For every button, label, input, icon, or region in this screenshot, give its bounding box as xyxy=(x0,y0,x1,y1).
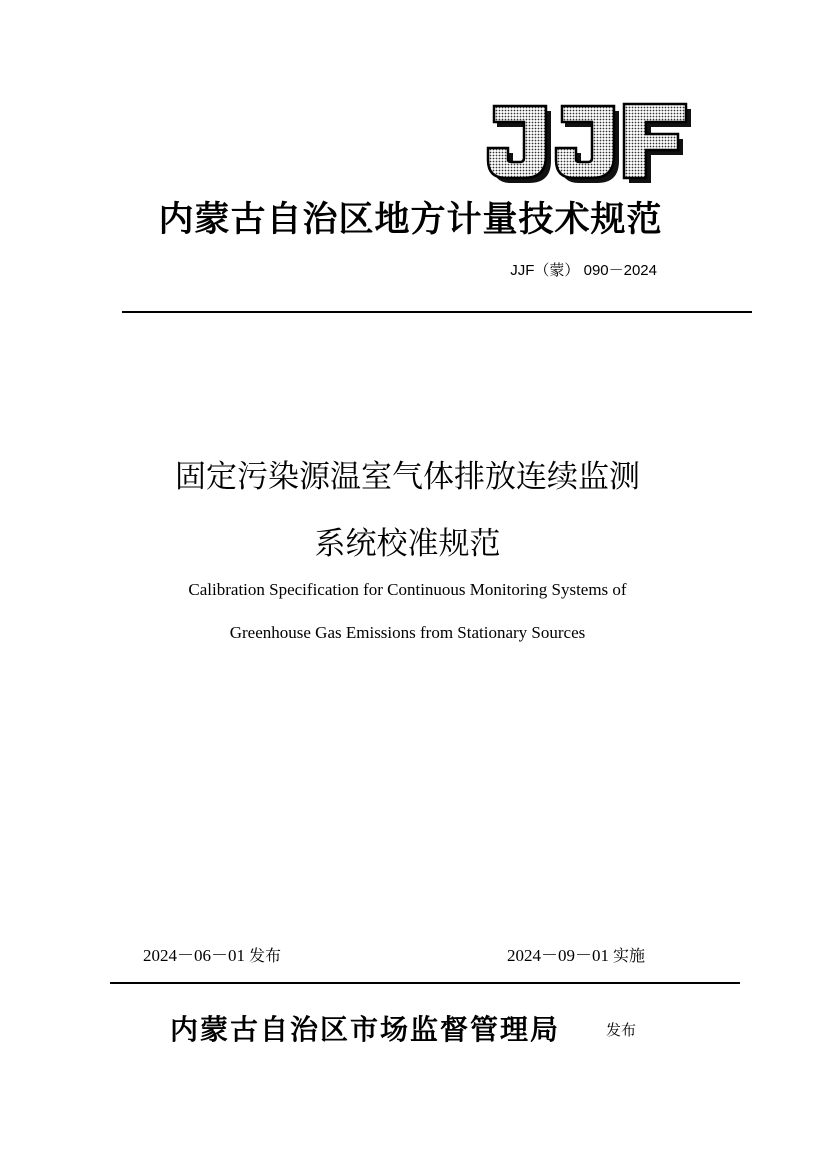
publish-label: 发布 xyxy=(249,946,282,965)
publish-date-line xyxy=(143,941,281,966)
jjf-logo-icon xyxy=(486,100,692,184)
effective-date-line xyxy=(507,941,645,966)
effective-date: 2024－09－01 xyxy=(507,946,609,965)
logo-letter-j2 xyxy=(556,106,619,183)
logo-letter-f xyxy=(624,104,691,183)
jjf-logo xyxy=(486,100,692,184)
issuer-name: 内蒙古自治区市场监督管理局 xyxy=(170,1013,561,1046)
issuer-suffix: 发布 xyxy=(606,1021,637,1039)
bottom-divider xyxy=(110,982,740,984)
title-en-line1: Calibration Specification for Continuous Monitoring Systems of xyxy=(188,580,627,599)
document-number: JJF（蒙） 090－2024 xyxy=(510,262,657,279)
effective-label: 实施 xyxy=(613,946,646,965)
logo-letter-j1 xyxy=(488,106,551,183)
title-zh-line1: 固定污染源温室气体排放连续监测 xyxy=(175,459,640,495)
org-standard-title: 内蒙古自治区地方计量技术规范 xyxy=(158,199,663,240)
title-en-line2: Greenhouse Gas Emissions from Stationary Sources xyxy=(229,623,586,642)
publish-date: 2024－06－01 xyxy=(143,946,245,965)
top-divider xyxy=(122,311,752,313)
title-zh-line2: 系统校准规范 xyxy=(314,526,501,562)
